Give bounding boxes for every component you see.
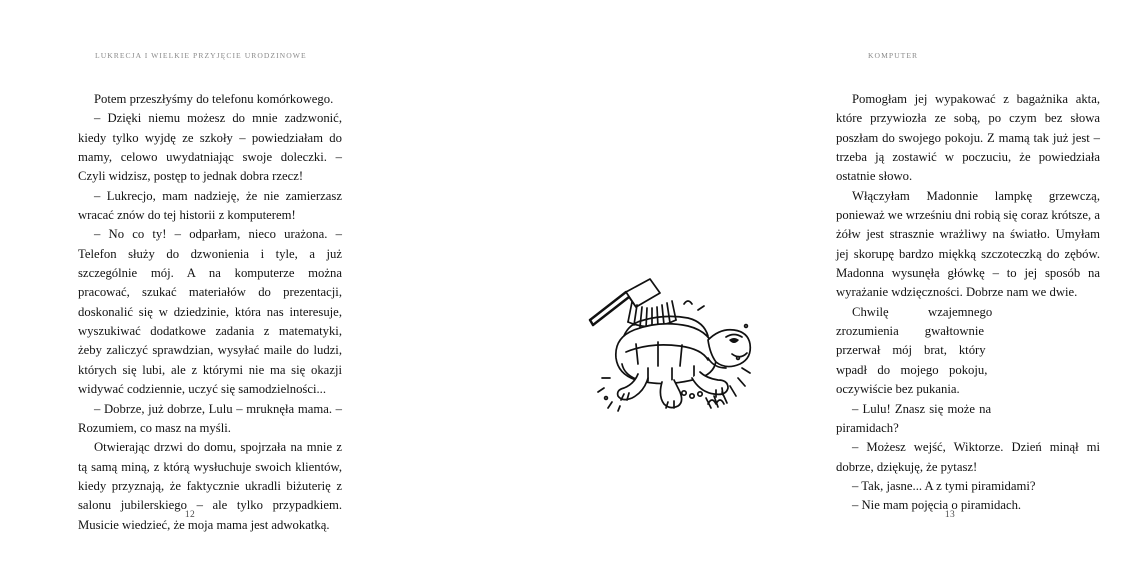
paragraph: Pomogłam jej wypakować z bagażnika akta, które przywiozła ze sobą, po czym bez słowa poszłam do swojego pokoju. Z mamą tak już jest – trzeba ją zostawić w poczuciu, że powiedziała ostatnie słowo. xyxy=(836,92,1100,184)
paragraph: Chwilę wzajemnego zrozumienia gwałtownie przerwał mój brat, który wpadł do mojego pokoju, oczywiście bez pukania. xyxy=(836,304,993,397)
page-number-right: 13 xyxy=(944,510,956,520)
running-head-right: KOMPUTER xyxy=(868,51,919,60)
paragraph: – Możesz wejść, Wiktorze. Dzień minął mi dobrze, dziękuję, że pytasz! xyxy=(836,440,1100,474)
paragraph: – Nie mam pojęcia o piramidach. xyxy=(852,498,1022,513)
left-page-text-column xyxy=(78,90,342,535)
right-page-text-column xyxy=(836,90,1100,516)
paragraph: Potem przeszłyśmy do telefonu komórkowego. xyxy=(94,92,334,106)
right-page xyxy=(380,0,1100,564)
paragraph: – Tak, jasne... A z tymi piramidami? xyxy=(852,478,1036,493)
paragraph: – No co ty! – odparłam, nieco urażona. – Telefon służy do dzwonienia i tyle, a już szczególnie mój. A na komputerze można pracować, szukać materiałów do prezentacji, doskonalić się w dziedzinie, która nas interesuje, wyszukiwać dodatkowe zadania z matematyki, żeby zaliczyć sprawdzian, wysyłać maile do ludzi, których się lubi, ale z którymi nie ma się okazji widywać codziennie, uczyć się samodzielności... xyxy=(78,227,342,397)
paragraph: – Lulu! Znasz się może na piramidach? xyxy=(836,401,992,435)
paragraph: – Dzięki niemu możesz do mnie zadzwonić, kiedy tylko wyjdę ze szkoły – powiedziałam do mamy, celowo uwydatniając swoje doleczki. – Czyli widzisz, postęp to jednak dobra rzecz! xyxy=(78,111,342,184)
running-head-left: LUKRECJA I WIELKIE PRZYJĘCIE URODZINOWE xyxy=(95,51,307,60)
illustration-text-wrap-spacer xyxy=(990,303,1106,421)
paragraph: Otwierając drzwi do domu, spojrzała na mnie z tą samą miną, z którą wysłuchuje swoich klientów, kiedy przyznają, że faktycznie ukradli biżuterię z salonu jubilerskiego – ale tylko przypadkiem. Musicie wiedzieć, że moja mama jest adwokatką. xyxy=(78,440,342,532)
left-page xyxy=(0,0,380,564)
paragraph: – Dobrze, już dobrze, Lulu – mruknęła mama. – Rozumiem, co masz na myśli. xyxy=(78,401,342,435)
page-number-left: 12 xyxy=(184,510,196,520)
paragraph: – Lukrecjo, mam nadzieję, że nie zamierzasz wracać znów do tej historii z komputerem! xyxy=(78,188,342,223)
paragraph: Włączyłam Madonnie lampkę grzewczą, ponieważ we wrześniu dni robią się coraz krótsze, a żółw jest strasznie wrażliwy na światło. Umyłam jej skorupę bardzo miękką szczoteczką do zębów. Madonna wysunęła główkę – to jej sposób na wyrażanie wdzięczności. Dobrze nam we dwie. xyxy=(836,188,1100,300)
